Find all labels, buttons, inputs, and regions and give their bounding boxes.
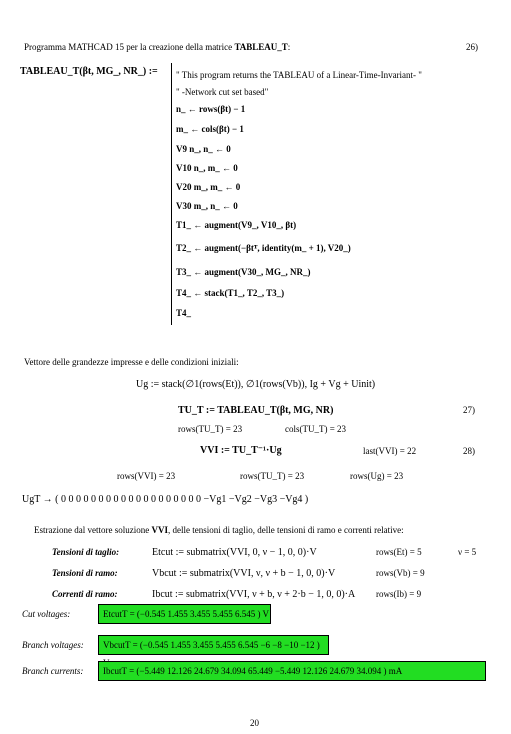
program-line: V30 m_, n_ ← 0 (176, 201, 238, 211)
nu-value: ν = 5 (458, 547, 477, 557)
equation-label-26: 26) (466, 42, 478, 52)
title-bold: TABLEAU_T (234, 42, 288, 52)
vvi-definition: VVI := TU_T⁻¹·Ug (200, 445, 282, 456)
section2-heading (34, 525, 404, 535)
section2-heading-suffix: , delle tensioni di taglio, delle tensioni di ramo e correnti relative: (167, 525, 404, 535)
result-box: VbcutT = (−0.545 1.455 3.455 5.455 6.545 −6 −8 −10 −12 ) (98, 635, 329, 655)
program-line: T1_ ← augment(V9_, V10_, βt) (176, 220, 297, 230)
cols-tut: cols(TU_T) = 23 (285, 424, 347, 434)
equation-label-28: 28) (463, 446, 475, 456)
result-label: Cut voltages: (22, 609, 71, 619)
section2-heading-bold: VVI (151, 525, 168, 535)
title-prefix: Programma MATHCAD 15 per la creazione della matrice (24, 42, 235, 52)
extraction-expr: Etcut := submatrix(VVI, 0, ν − 1, 0, 0)·V (152, 547, 317, 558)
result-label: Branch voltages: (22, 640, 84, 650)
section1-heading: Vettore delle grandezze impresse e delle condizioni iniziali: (24, 357, 239, 367)
program-bracket-line (171, 63, 172, 325)
result-box: EtcutT = (−0.545 1.455 3.455 5.455 6.545 ) V (98, 604, 271, 624)
extraction-rows-check: rows(Ib) = 9 (376, 589, 422, 599)
program-line: T4_ (176, 308, 192, 318)
program-line: " -Network cut set based" (176, 87, 269, 97)
rows-ug: rows(Ug) = 23 (350, 471, 404, 481)
ug-definition: Ug := stack(∅1(rows(Et)), ∅1(rows(Vb)), Ig + Vg + Uinit) (136, 379, 376, 390)
rows-tut-2: rows(TU_T) = 23 (240, 471, 305, 481)
rows-vvi: rows(VVI) = 23 (117, 471, 176, 481)
section2-heading-prefix: Estrazione dal vettore soluzione (34, 525, 152, 535)
program-line: T4_ ← stack(T1_, T2_, T3_) (176, 288, 285, 298)
rows-tut: rows(TU_T) = 23 (178, 424, 243, 434)
page-number: 20 (250, 718, 259, 728)
program-line: V9 n_, n_ ← 0 (176, 144, 231, 154)
ug-transposed: UgT → ( 0 0 0 0 0 0 0 0 0 0 0 0 0 0 0 0 0 0 0 −Vg1 −Vg2 −Vg3 −Vg4 ) (22, 494, 309, 505)
result-box: IbcutT = (−5.449 12.126 24.679 34.094 65.449 −5.449 12.126 24.679 34.094 ) mA (98, 661, 486, 681)
extraction-label: Tensioni di ramo: (52, 568, 118, 578)
result-label: Branch currents: (22, 666, 84, 676)
tut-definition: TU_T := TABLEAU_T(βt, MG, NR) (178, 405, 334, 416)
extraction-expr: Vbcut := submatrix(VVI, ν, ν + b − 1, 0, 0)·V (152, 568, 336, 579)
program-line: n_ ← rows(βt) − 1 (176, 104, 246, 114)
extraction-expr: Ibcut := submatrix(VVI, ν + b, ν + 2·b − 1, 0, 0)·A (152, 589, 356, 600)
last-vvi: last(VVI) = 22 (363, 446, 417, 456)
page-title (24, 42, 290, 52)
program-line: " This program returns the TABLEAU of a Linear-Time-Invariant- " (176, 70, 422, 80)
program-line: m_ ← cols(βt) − 1 (176, 124, 244, 134)
extraction-rows-check: rows(Vb) = 9 (376, 568, 425, 578)
extraction-label: Correnti di ramo: (52, 589, 118, 599)
title-suffix: : (287, 42, 291, 52)
program-line: V10 n_, m_ ← 0 (176, 163, 238, 173)
extraction-rows-check: rows(Et) = 5 (376, 547, 422, 557)
program-line: T3_ ← augment(V30_, MG_, NR_) (176, 267, 311, 277)
program-line: V20 m_, m_ ← 0 (176, 182, 241, 192)
equation-label-27: 27) (463, 405, 475, 415)
program-definition: TABLEAU_T(βt, MG_, NR_) := (20, 66, 158, 77)
extraction-label: Tensioni di taglio: (52, 547, 120, 557)
program-line: T2_ ← augment(−βtᵀ, identity(m_ + 1), V20_) (176, 243, 351, 253)
